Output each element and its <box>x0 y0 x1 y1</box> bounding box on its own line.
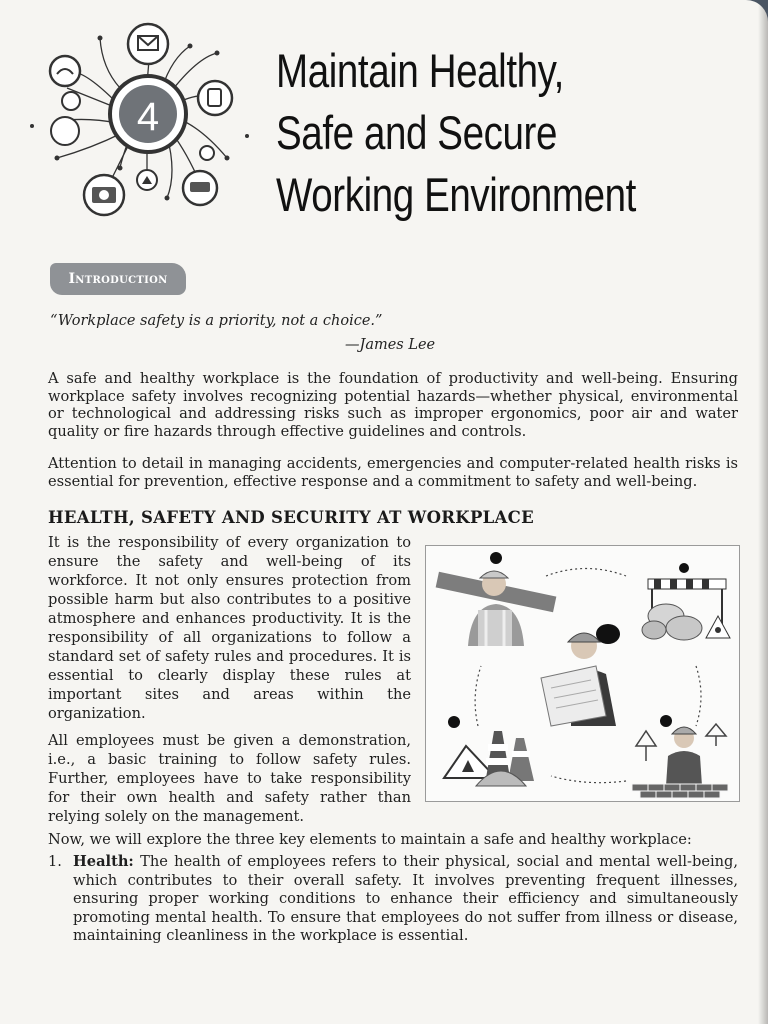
chapter-title-line-2: Safe and Secure <box>276 106 557 159</box>
chapter-number: 4 <box>136 95 160 139</box>
intro-paragraph-2: Attention to detail in managing accidents, emergencies and computer-related health risks is essential for prevention, effective response and a commitment to safety and well-being. <box>48 455 738 490</box>
explore-intro-line: Now, we will explore the three key elements to maintain a safe and healthy workplace: <box>48 831 692 848</box>
intro-paragraph-1: A safe and healthy workplace is the foundation of productivity and well-being. Ensuring workplace safety involves recognizing potential hazards—whether physical, environmental or technological and addressing risks such as improper ergonomics, poor air and water quality or fire hazards through effective guidelines and controls. <box>48 370 738 440</box>
section-paragraph-2: All employees must be given a demonstration, i.e., a basic training to follow safety rules. Further, employees have to take responsibility for their own health and safety rather than relying solely on the management. <box>48 732 411 825</box>
engineer-blueprint-icon <box>541 624 620 726</box>
section-paragraph-1: It is the responsibility of every organization to ensure the safety and well-being of its workforce. It not only ensures protection from possible harm but also contributes to a positive atmosphere and enhances productivity. It is the responsibility of all organizations to follow a standard set of safety rules and procedures. It is essential to clearly display these rules at important sites and areas within the organization. <box>48 534 411 722</box>
chapter-title-line-3: Working Environment <box>276 168 636 221</box>
list-item-text: The health of employees refers to their physical, social and mental well-being, which contributes to their overall safety. It involves preventing frequent illnesses, ensuring proper working conditions to enhance their efficiency and simultaneously promoting mental health. To ensure that employees do not suffer from illness or disease, maintaining cleanliness in the workplace is essential. <box>73 853 738 944</box>
chapter-title <box>276 40 661 226</box>
list-item-term: Health: <box>73 853 134 870</box>
list-item-number: 1. <box>48 853 62 870</box>
traffic-cones-icon <box>444 716 534 786</box>
section-heading: HEALTH, SAFETY AND SECURITY AT WORKPLACE <box>48 508 534 527</box>
road-barrier-icon <box>642 563 730 640</box>
key-elements-list <box>48 853 738 946</box>
introduction-badge: Introduction <box>50 263 186 295</box>
safety-workers-illustration <box>425 545 740 802</box>
chapter-emblem-icon <box>22 8 252 223</box>
worker-carrying-beam-icon <box>436 552 557 646</box>
bricklayer-worker-icon <box>632 715 728 798</box>
page-edge-shadow <box>758 0 768 1024</box>
quote-author: —James Lee <box>345 337 436 353</box>
list-item <box>48 853 738 946</box>
quote-text: “Workplace safety is a priority, not a choice.” <box>50 313 383 329</box>
chapter-title-line-1: Maintain Healthy, <box>276 44 564 97</box>
